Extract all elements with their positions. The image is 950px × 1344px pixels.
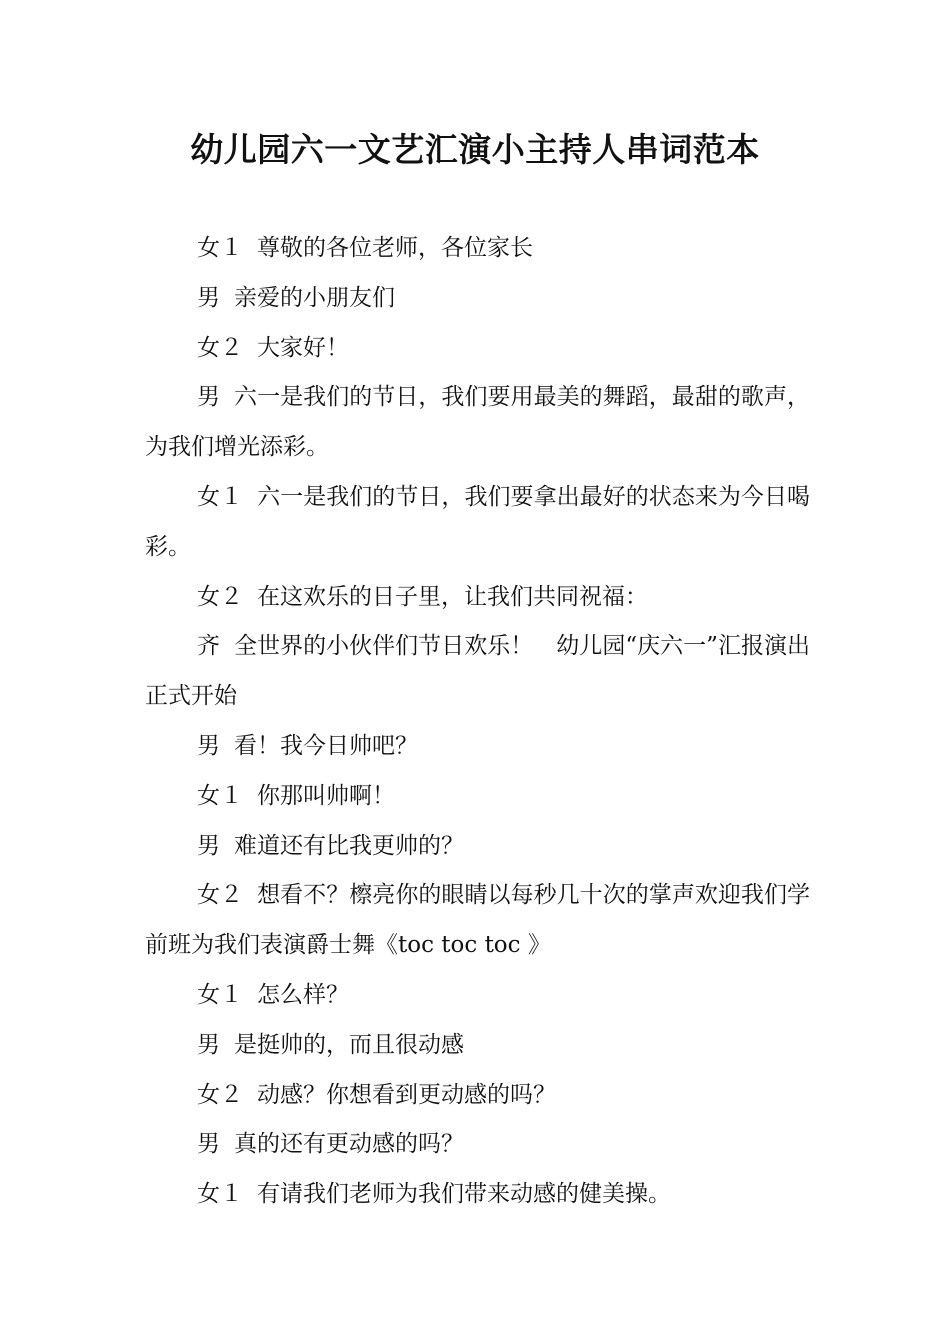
- speaker-label: 女１: [197, 782, 243, 809]
- script-line: [145, 772, 810, 822]
- line-text: 真的还有更动感的吗？: [234, 1131, 464, 1158]
- speaker-label: 女１: [197, 483, 244, 510]
- line-text: 怎么样？: [257, 981, 349, 1008]
- line-text: 想看不？檫亮你的眼睛以每秒几十次的掌声欢迎我们学前班为我们表演爵士舞《toc toc toc 》: [145, 882, 811, 959]
- script-line: [145, 224, 810, 274]
- document-title: 幼儿园六一文艺汇演小主持人串词范本: [190, 130, 760, 169]
- speaker-label: 女２: [197, 334, 243, 361]
- script-line: [145, 1071, 810, 1121]
- speaker-label: 男: [197, 1031, 220, 1058]
- speaker-label: 男: [197, 832, 220, 859]
- speaker-label: 齐: [197, 633, 221, 660]
- speaker-label: 女２: [197, 583, 243, 610]
- script-line: [145, 1021, 810, 1071]
- speaker-label: 女２: [197, 882, 244, 909]
- script-line: [145, 871, 810, 971]
- speaker-label: 男: [197, 732, 220, 759]
- line-text: 看！我今日帅吧？: [234, 732, 418, 759]
- script-line: [145, 971, 810, 1021]
- line-text: 难道还有比我更帅的？: [234, 832, 464, 859]
- line-text: 动感？你想看到更动感的吗？: [257, 1081, 556, 1108]
- line-text: 在这欢乐的日子里，让我们共同祝福：: [257, 583, 648, 610]
- script-line: [145, 373, 810, 473]
- script-line: [145, 622, 810, 722]
- script-line: [145, 1120, 810, 1170]
- line-text: 亲爱的小朋友们: [234, 284, 395, 311]
- speaker-label: 女１: [197, 1181, 243, 1208]
- line-text: 全世界的小伙伴们节日欢乐！ 幼儿园“庆六一”汇报演出 正式开始: [145, 633, 810, 710]
- line-text: 有请我们老师为我们带来动感的健美操。: [257, 1181, 671, 1208]
- script-line: [145, 324, 810, 374]
- speaker-label: 男: [197, 384, 221, 411]
- script-line: [145, 573, 810, 623]
- speaker-label: 女１: [197, 981, 243, 1008]
- speaker-label: 女１: [197, 235, 243, 261]
- line-text: 六一是我们的节日，我们要用最美的舞蹈，最甜的歌声，为我们增光添彩。: [145, 384, 811, 461]
- script-line: [145, 822, 810, 872]
- line-text: 尊敬的各位老师，各位家长: [257, 235, 533, 261]
- line-text: 大家好！: [257, 334, 349, 361]
- speaker-label: 男: [197, 284, 220, 311]
- script-line: [145, 1170, 810, 1220]
- speaker-label: 男: [197, 1131, 220, 1158]
- script-body: [145, 224, 810, 1220]
- line-text: 你那叫帅啊！: [257, 782, 395, 809]
- speaker-label: 女２: [197, 1081, 243, 1108]
- line-text: 六一是我们的节日，我们要拿出最好的状态来为今日喝彩。: [145, 483, 811, 560]
- script-line: [145, 274, 810, 324]
- script-line: [145, 473, 810, 573]
- script-line: [145, 722, 810, 772]
- line-text: 是挺帅的，而且很动感: [234, 1031, 464, 1058]
